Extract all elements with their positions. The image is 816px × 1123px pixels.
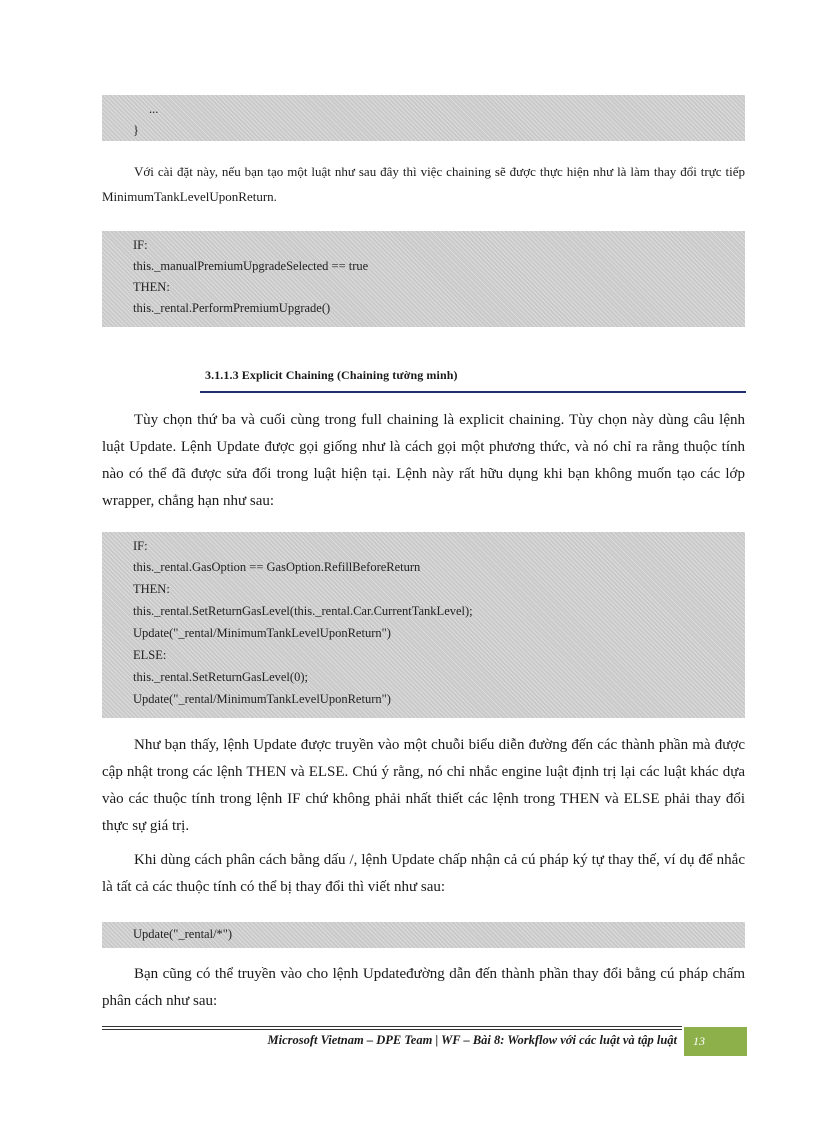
code-block-rule2 [102, 532, 745, 718]
code-line: Update("_rental/MinimumTankLevelUponReturn") [133, 626, 391, 640]
page-number: 13 [684, 1027, 747, 1056]
code-line: THEN: [133, 280, 170, 294]
code-line: THEN: [133, 582, 170, 596]
code-block-rule1 [102, 231, 745, 327]
paragraph-wildcard: Khi dùng cách phân cách bằng dấu /, lệnh Update chấp nhận cả cú pháp ký tự thay thế, ví dụ để nhắc là tất cả các thuộc tính có thể bị thay đổi thì viết như sau: [102, 852, 745, 895]
paragraph-update-explanation: Như bạn thấy, lệnh Update được truyền vào một chuỗi biểu diễn đường đến các thành phần mà được cập nhật trong các lệnh THEN và ELSE. Chú ý rằng, nó chỉ nhắc engine luật định trị lại các luật khác dựa vào các thuộc tính trong lệnh IF chứ không phải nhất thiết các lệnh trong THEN và ELSE phải thay đổi thực sự giá trị. [102, 737, 745, 834]
code-line: this._rental.GasOption == GasOption.RefillBeforeReturn [133, 560, 421, 574]
code-line: ELSE: [133, 648, 167, 662]
section-heading: 3.1.1.3 Explicit Chaining (Chaining tường minh) [205, 368, 458, 382]
code-line: this._rental.SetReturnGasLevel(0); [133, 670, 308, 684]
paragraph-intro: Với cài đặt này, nếu bạn tạo một luật như sau đây thì việc chaining sẽ được thực hiện như là làm thay đổi trực tiếp MinimumTankLevelUponReturn. [102, 164, 745, 204]
heading-underline [200, 391, 746, 393]
footer-title: Microsoft Vietnam – DPE Team | WF – Bài 8: Workflow với các luật và tập luật [267, 1033, 677, 1047]
footer-rule [102, 1026, 682, 1027]
code-line: IF: [133, 539, 148, 553]
code-line: Update("_rental/MinimumTankLevelUponReturn") [133, 692, 391, 706]
code-line: this._rental.PerformPremiumUpgrade() [133, 301, 331, 315]
code-block-top [102, 95, 745, 141]
code-line: IF: [133, 238, 148, 252]
code-line: Update("_rental/*") [133, 927, 233, 941]
code-line: ... [149, 102, 159, 116]
code-block-wildcard [102, 922, 745, 948]
footer-rule [102, 1029, 682, 1030]
code-line: this._rental.SetReturnGasLevel(this._rental.Car.CurrentTankLevel); [133, 604, 473, 618]
paragraph-explicit-chaining: Tùy chọn thứ ba và cuối cùng trong full chaining là explicit chaining. Tùy chọn này dùng câu lệnh luật Update. Lệnh Update được gọi giống như là cách gọi một phương thức, và nó chỉ ra rằng thuộc tính nào có thể đã được sửa đổi trong luật hiện tại. Lệnh này rất hữu dụng khi bạn không muốn tạo các lớp wrapper, chẳng hạn như sau: [102, 412, 745, 509]
code-line: } [133, 123, 139, 137]
code-line: this._manualPremiumUpgradeSelected == true [133, 259, 369, 273]
paragraph-dot-syntax: Bạn cũng có thể truyền vào cho lệnh Updateđường dẫn đến thành phần thay đổi bằng cú pháp chấm phân cách như sau: [102, 966, 745, 1009]
